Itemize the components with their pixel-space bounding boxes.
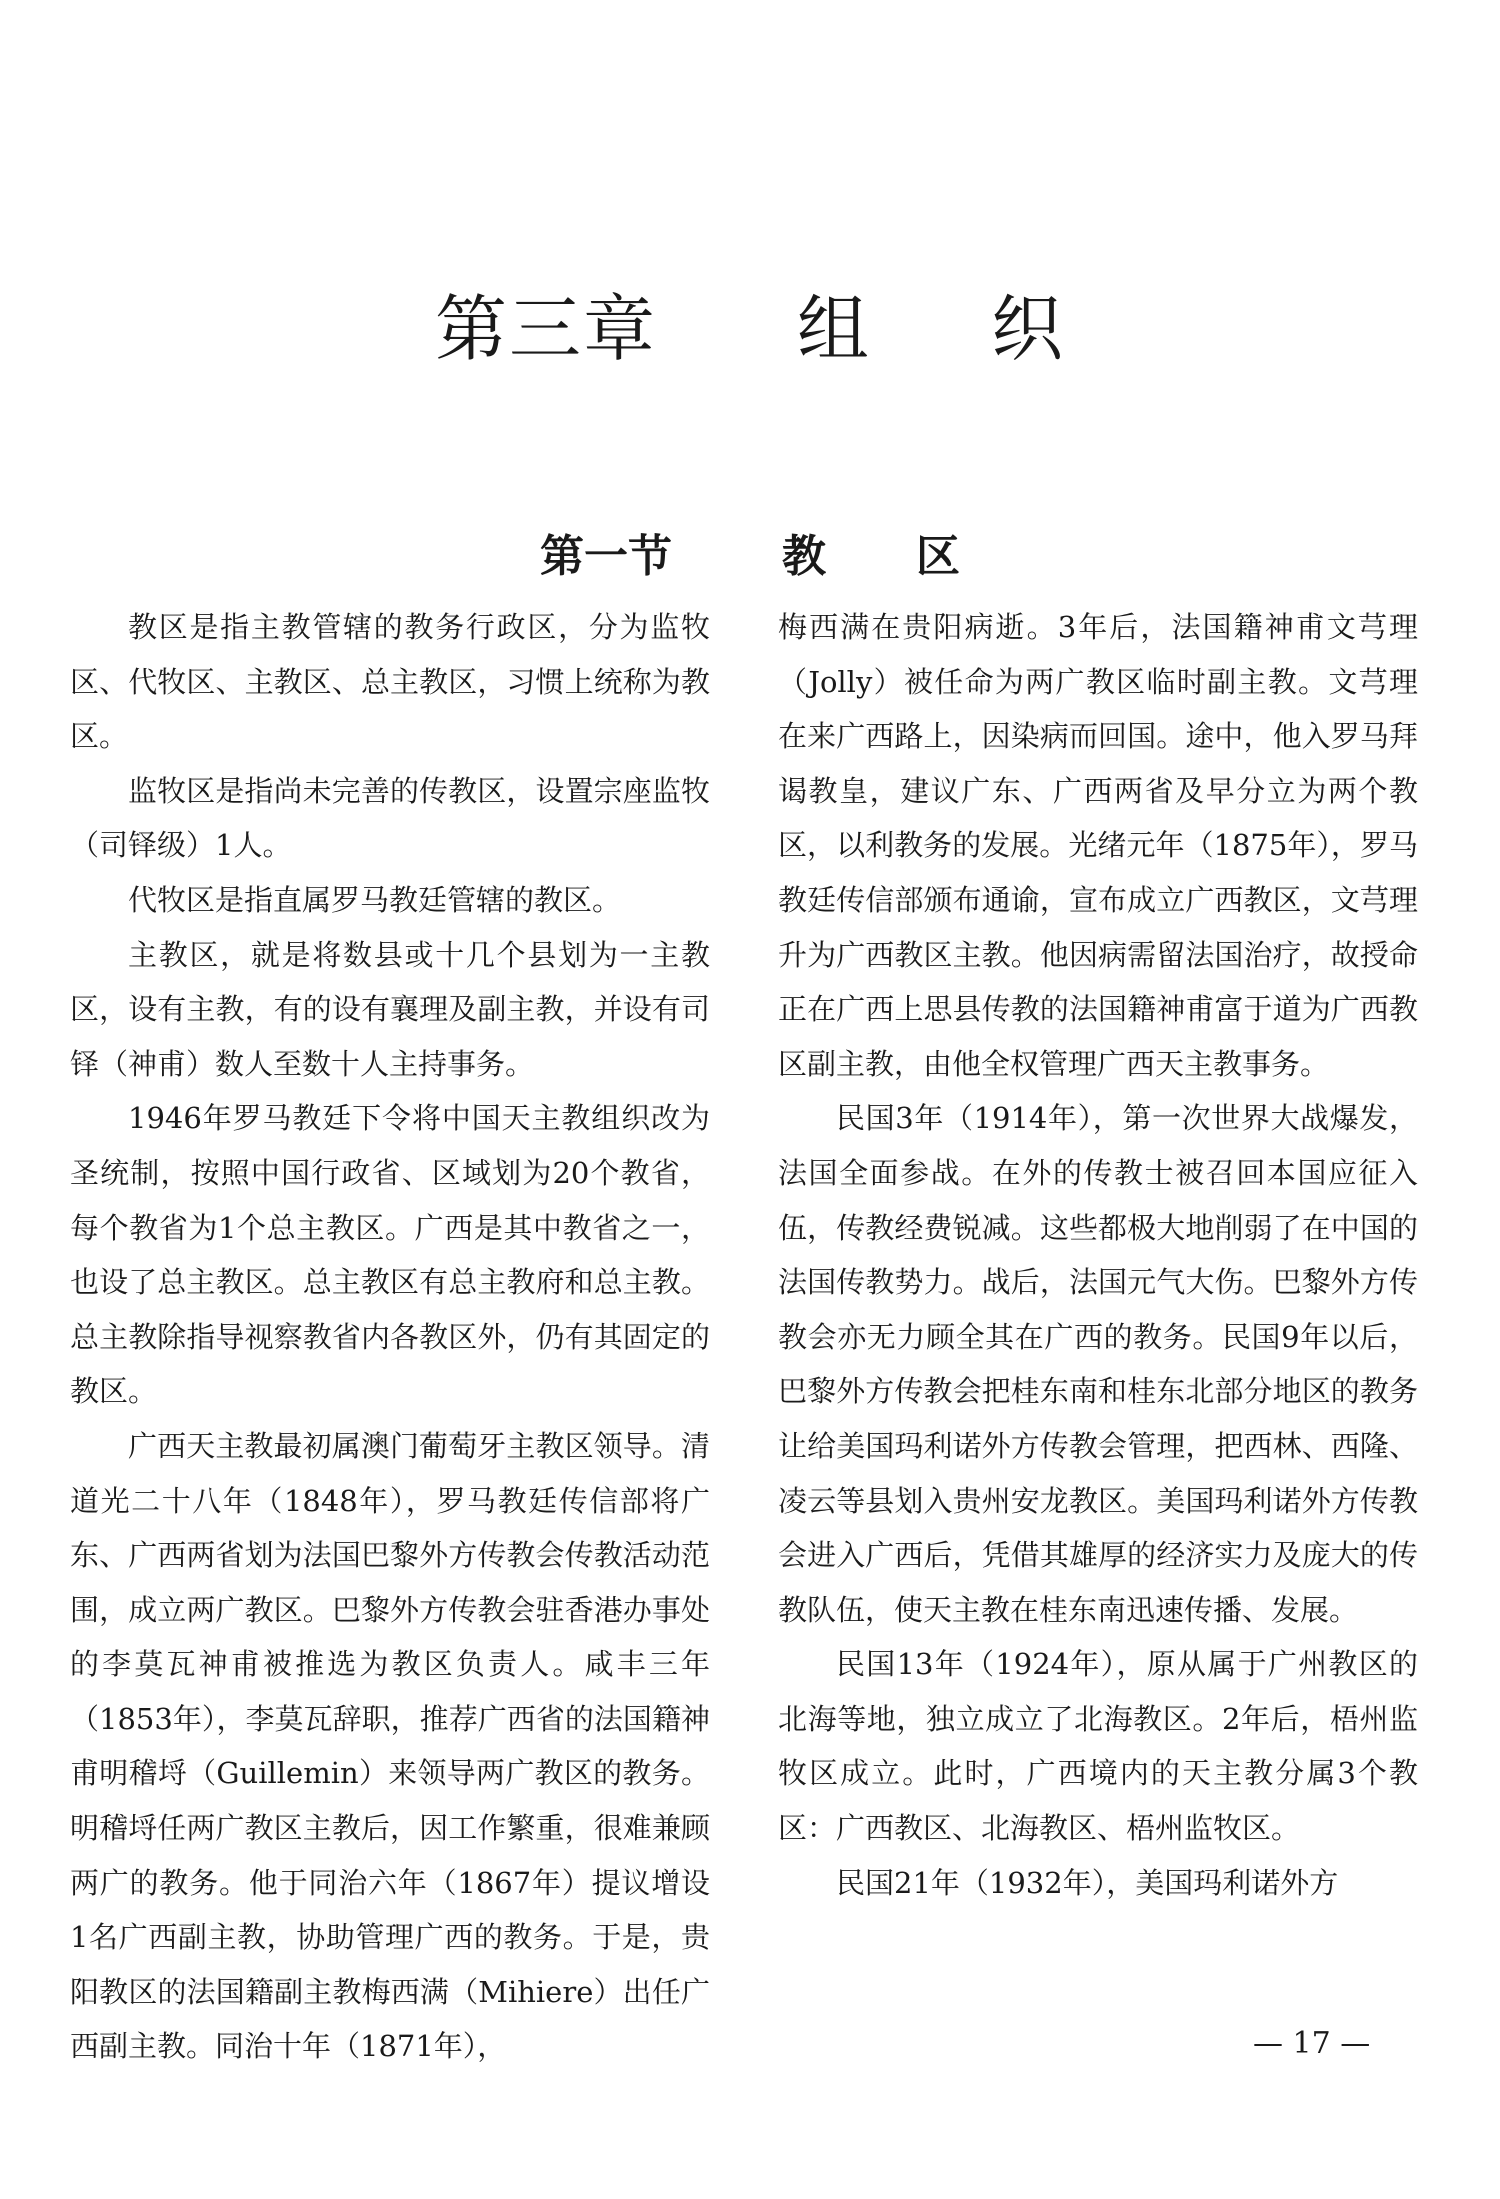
section-title-char-2: 区: [916, 530, 960, 582]
paragraph: 民国3年（1914年），第一次世界大战爆发，法国全面参战。在外的传教士被召回本国应征入伍，传教经费锐减。这些都极大地削弱了在中国的法国传教势力。战后，法国元气大伤。巴黎外方传教会亦无力顾全其在广西的教务。民国9年以后，巴黎外方传教会把桂东南和桂东北部分地区的教务让给美国玛利诺外方传教会管理，把西林、西隆、凌云等县划入贵州安龙教区。美国玛利诺外方传教会进入广西后，凭借其雄厚的经济实力及庞大的传教队伍，使天主教在桂东南迅速传播、发展。: [778, 1101, 1418, 1627]
chapter-title: [0, 284, 1500, 374]
paragraph: 教区是指主教管辖的教务行政区，分为监牧区、代牧区、主教区、总主教区，习惯上统称为教区。: [70, 610, 710, 754]
page-number: — 17 —: [1253, 2026, 1371, 2061]
paragraph: 民国13年（1924年），原从属于广州教区的北海等地，独立成立了北海教区。2年后，梧州监牧区成立。此时，广西境内的天主教分属3个教区：广西教区、北海教区、梧州监牧区。: [778, 1647, 1418, 1846]
paragraph: 主教区，就是将数县或十几个县划为一主教区，设有主教，有的设有襄理及副主教，并设有司铎（神甫）数人至数十人主持事务。: [70, 937, 710, 1081]
section-title-number: 第一节: [540, 530, 672, 582]
paragraph: 广西天主教最初属澳门葡萄牙主教区领导。清道光二十八年（1848年），罗马教廷传信部将广东、广西两省划为法国巴黎外方传教会传教活动范围，成立两广教区。巴黎外方传教会驻香港办事处的李莫瓦神甫被推选为教区负责人。咸丰三年（1853年），李莫瓦辞职，推荐广西省的法国籍神甫明稽埒（Guillemin）来领导两广教区的教务。明稽埒任两广教区主教后，因工作繁重，很难兼顾两广的教务。他于同治六年（1867年）提议增设1名广西副主教，协助管理广西的教务。于是，贵阳教区的法国籍副主教梅西满（Mihiere）出任广西副主教。同治十年（1871年），: [70, 1428, 710, 2064]
paragraph: 监牧区是指尚未完善的传教区，设置宗座监牧（司铎级）1人。: [70, 773, 710, 863]
section-title: [0, 527, 1500, 587]
paragraph: 代牧区是指直属罗马教廷管辖的教区。: [128, 882, 622, 917]
chapter-title-char-1: 组: [796, 287, 871, 372]
paragraph: 1946年罗马教廷下令将中国天主教组织改为圣统制，按照中国行政省、区域划为20个教省，每个教省为1个总主教区。广西是其中教省之一，也设了总主教区。总主教区有总主教府和总主教。总主教除指导视察教省内各教区外，仍有其固定的教区。: [70, 1101, 710, 1409]
section-title-char-1: 教: [782, 530, 826, 582]
chapter-title-char-2: 织: [991, 287, 1066, 372]
paragraph: 民国21年（1932年），美国玛利诺外方: [836, 1865, 1339, 1900]
chapter-title-number: 第三章: [434, 287, 657, 372]
right-column: [778, 600, 1418, 1910]
paragraph-continued: 梅西满在贵阳病逝。3年后，法国籍神甫文芎理（Jolly）被任命为两广教区临时副主教。文芎理在来广西路上，因染病而回国。途中，他入罗马拜谒教皇，建议广东、广西两省及早分立为两个教区，以利教务的发展。光绪元年（1875年），罗马教廷传信部颁布通谕，宣布成立广西教区，文芎理升为广西教区主教。他因病需留法国治疗，故授命正在广西上思县传教的法国籍神甫富于道为广西教区副主教，由他全权管理广西天主教事务。: [778, 610, 1418, 1081]
left-column: [70, 600, 710, 2074]
